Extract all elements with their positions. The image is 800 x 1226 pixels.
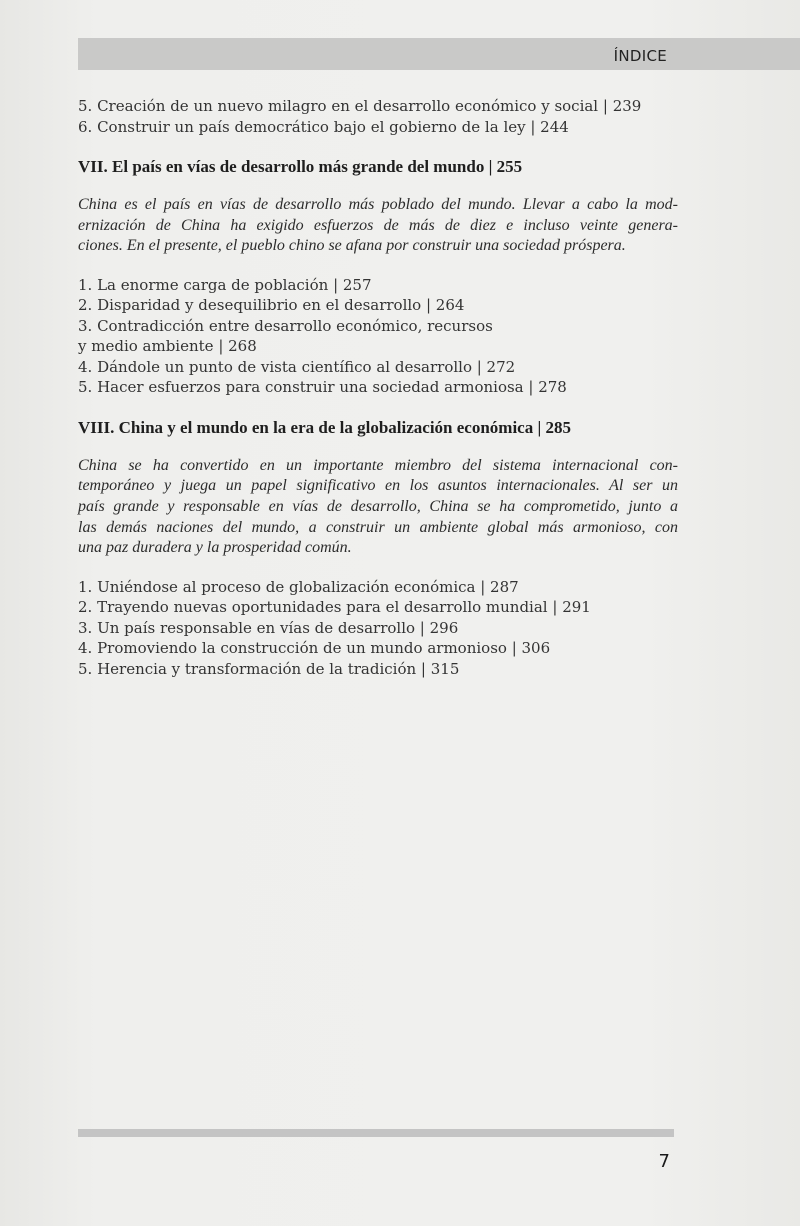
toc-entry-list (78, 577, 678, 680)
header-band (78, 38, 800, 70)
chapter-intro-line: las demás naciones del mundo, a construir un ambiente global más armonioso, con (78, 518, 678, 536)
chapter-section (78, 156, 678, 398)
page-number: 7 (658, 1151, 670, 1172)
table-of-contents (78, 96, 678, 679)
chapter-intro-line: ciones. En el presente, el pueblo chino se afana por construir una sociedad próspera. (78, 237, 626, 255)
chapter-intro (78, 195, 678, 257)
toc-entry: 4. Promoviendo la construcción de un mundo armonioso | 306 (78, 639, 551, 658)
toc-entry: 2. Trayendo nuevas oportunidades para el desarrollo mundial | 291 (78, 598, 591, 617)
toc-entry: 3. Contradicción entre desarrollo económico, recursos (78, 316, 493, 335)
toc-entry: 1. Uniéndose al proceso de globalización económica | 287 (78, 577, 519, 596)
footer-bar (78, 1129, 674, 1137)
toc-entry: 5. Herencia y transformación de la tradición | 315 (78, 659, 460, 678)
chapter-intro-line: China es el país en vías de desarrollo más poblado del mundo. Llevar a cabo la mod- (78, 196, 678, 213)
chapter-intro-line: ernización de China ha exigido esfuerzos de más de diez e incluso veinte genera- (78, 216, 678, 234)
toc-entry: 3. Un país responsable en vías de desarrollo | 296 (78, 618, 459, 637)
toc-entry: 4. Dándole un punto de vista científico al desarrollo | 272 (78, 357, 516, 376)
chapter-title: VIII. China y el mundo en la era de la globalización económica | 285 (78, 417, 571, 437)
running-header-title: ÍNDICE (613, 47, 667, 65)
chapter-intro-line: país grande y responsable en vías de desarrollo, China se ha comprometido, junto a (78, 497, 678, 515)
toc-entry-continuation: y medio ambiente | 268 (78, 337, 257, 356)
top-entry-list (78, 96, 678, 137)
chapter-intro-line: China se ha convertido en un importante miembro del sistema internacional con- (78, 456, 678, 474)
chapter-intro (78, 456, 678, 559)
chapter-title: VII. El país en vías de desarrollo más grande del mundo | 255 (78, 157, 523, 176)
toc-entry-list (78, 275, 678, 398)
chapter-intro-line: temporáneo y juega un papel significativo en los asuntos internacionales. Al ser un (78, 477, 678, 495)
toc-entry: 5. Hacer esfuerzos para construir una sociedad armoniosa | 278 (78, 378, 567, 397)
toc-entry: 5. Creación de un nuevo milagro en el desarrollo económico y social | 239 (78, 97, 642, 115)
chapter-intro-line: una paz duradera y la prosperidad común. (78, 539, 352, 557)
toc-entry: 2. Disparidad y desequilibrio en el desarrollo | 264 (78, 296, 465, 315)
chapter-section (78, 417, 678, 679)
toc-entry: 1. La enorme carga de población | 257 (78, 275, 372, 294)
toc-entry: 6. Construir un país democrático bajo el gobierno de la ley | 244 (78, 117, 569, 136)
